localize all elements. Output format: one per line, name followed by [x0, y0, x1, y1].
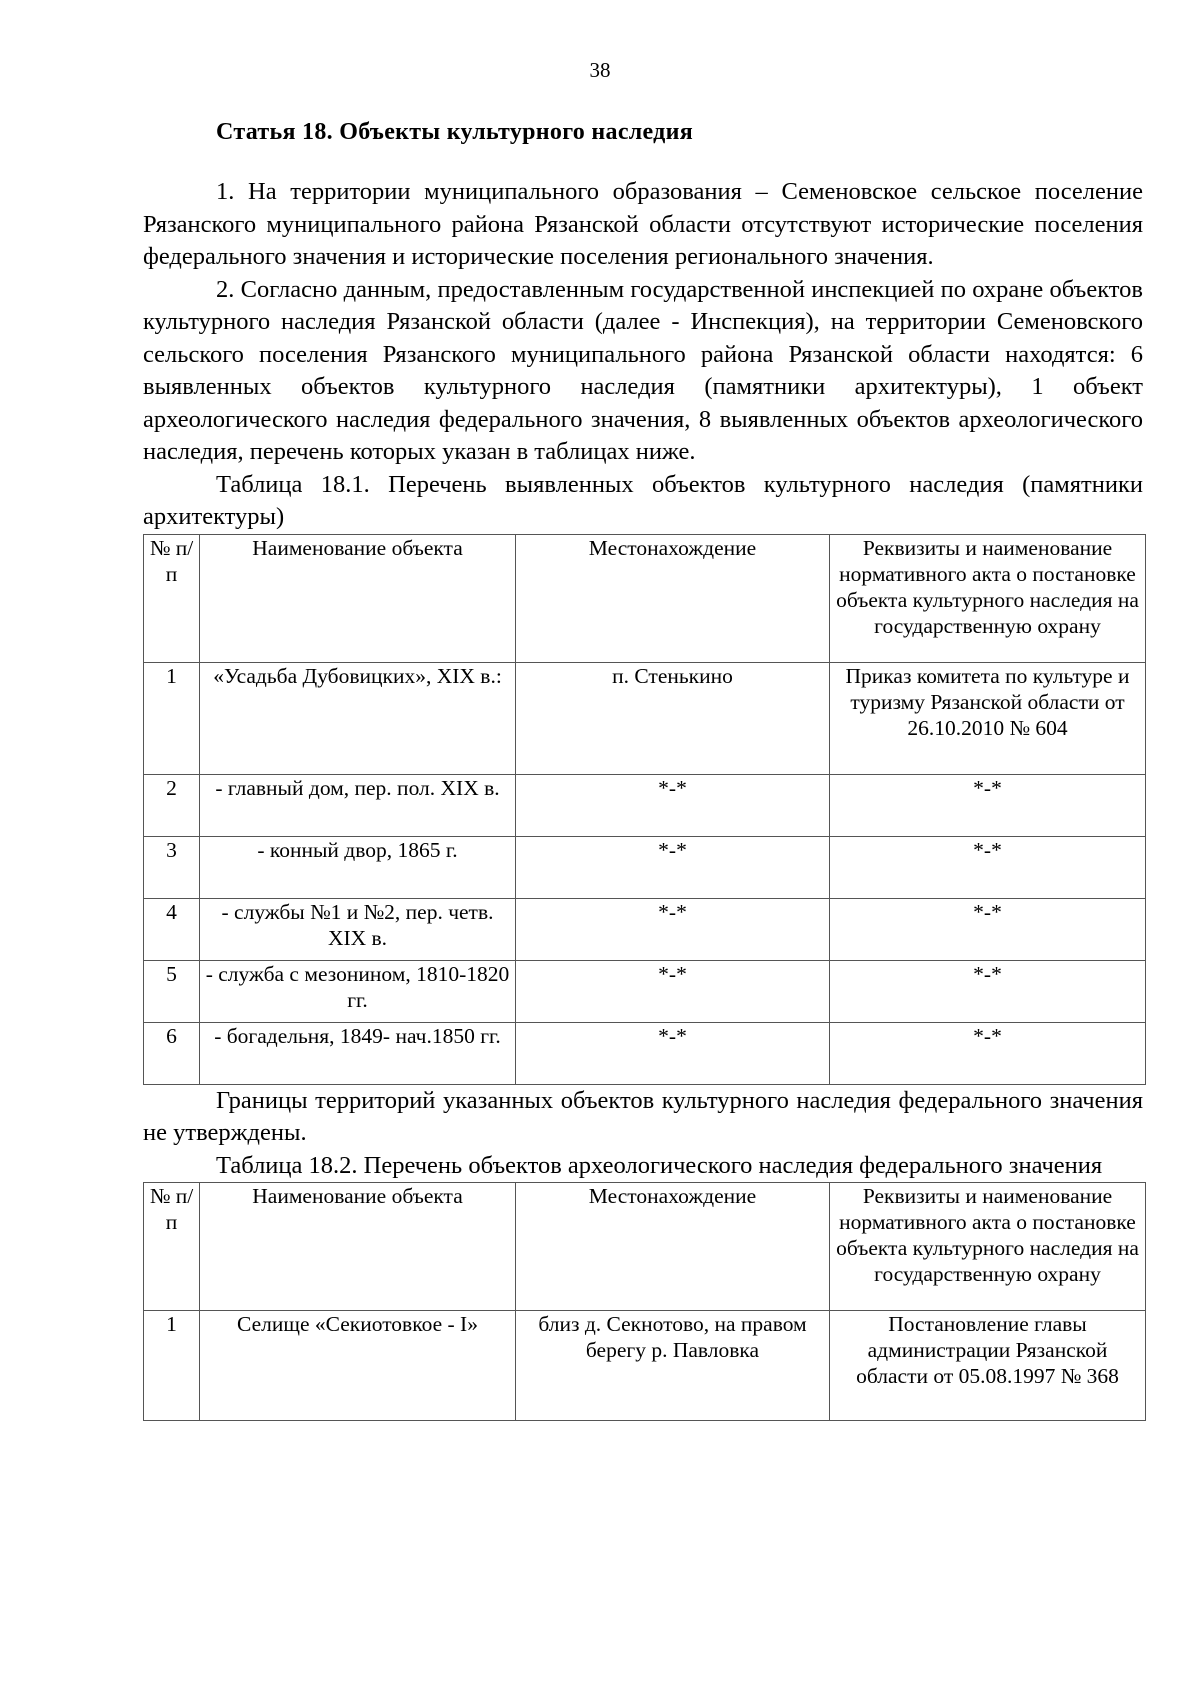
- table-architecture-monuments: [143, 534, 1146, 1085]
- header-object-name: Наименование объекта: [200, 534, 516, 662]
- cell-legal-act: Постановление главы администрации Рязанской области от 05.08.1997 № 368: [830, 1311, 1146, 1421]
- table-1-caption: Таблица 18.1. Перечень выявленных объектов культурного наследия (памятники архитектуры): [143, 470, 1143, 530]
- cell-location: *-*: [516, 774, 830, 836]
- table-row: [144, 774, 1146, 836]
- cell-number: 6: [144, 1022, 200, 1084]
- cell-legal-act: *-*: [830, 1022, 1146, 1084]
- cell-object-name: - главный дом, пер. пол. XIX в.: [200, 774, 516, 836]
- cell-legal-act: *-*: [830, 960, 1146, 1022]
- cell-number: 1: [144, 1311, 200, 1421]
- header-location: Местонахождение: [516, 534, 830, 662]
- cell-legal-act: *-*: [830, 898, 1146, 960]
- cell-object-name: - служба с мезонином, 1810-1820 гг.: [200, 960, 516, 1022]
- table-header-row: [144, 1183, 1146, 1311]
- article-title: Статья 18. Объекты культурного наследия: [216, 119, 694, 145]
- cell-number: 1: [144, 662, 200, 774]
- cell-location: *-*: [516, 836, 830, 898]
- table-row: [144, 662, 1146, 774]
- page-number: 38: [589, 58, 611, 82]
- boundaries-note: Границы территорий указанных объектов культурного наследия федерального значения не утверждены.: [143, 1086, 1143, 1146]
- cell-object-name: - богадельня, 1849- нач.1850 гг.: [200, 1022, 516, 1084]
- cell-location: *-*: [516, 1022, 830, 1084]
- cell-legal-act: *-*: [830, 774, 1146, 836]
- table-row: [144, 1311, 1146, 1421]
- header-object-name: Наименование объекта: [200, 1183, 516, 1311]
- header-location: Местонахождение: [516, 1183, 830, 1311]
- cell-location: *-*: [516, 960, 830, 1022]
- cell-object-name: - службы №1 и №2, пер. четв. XIX в.: [200, 898, 516, 960]
- header-number: № п/п: [144, 534, 200, 662]
- cell-object-name: - конный двор, 1865 г.: [200, 836, 516, 898]
- header-number: № п/п: [144, 1183, 200, 1311]
- cell-number: 3: [144, 836, 200, 898]
- cell-number: 4: [144, 898, 200, 960]
- table-archaeological-heritage: [143, 1182, 1146, 1421]
- cell-location: п. Стенькино: [516, 662, 830, 774]
- cell-legal-act: *-*: [830, 836, 1146, 898]
- header-legal-act: Реквизиты и наименование нормативного акта о постановке объекта культурного наследия на государственную охрану: [830, 1183, 1146, 1311]
- cell-location: близ д. Секнотово, на правом берегу р. Павловка: [516, 1311, 830, 1421]
- table-2-caption: Таблица 18.2. Перечень объектов археологического наследия федерального значения: [216, 1151, 1103, 1179]
- table-row: [144, 898, 1146, 960]
- table-row: [144, 960, 1146, 1022]
- cell-number: 5: [144, 960, 200, 1022]
- header-legal-act: Реквизиты и наименование нормативного акта о постановке объекта культурного наследия на государственную охрану: [830, 534, 1146, 662]
- cell-object-name: «Усадьба Дубовицких», XIX в.:: [200, 662, 516, 774]
- table-row: [144, 1022, 1146, 1084]
- paragraph-2: 2. Согласно данным, предоставленным государственной инспекцией по охране объектов культурного наследия Рязанской области (далее - Инспекция), на территории Семеновского сельского поселения Рязанского муниципального района Рязанской области находятся: 6 выявленных объектов культурного наследия (памятники архитектуры), 1 объект археологического наследия федерального значения, 8 выявленных объектов археологического наследия, перечень которых указан в таблицах ниже.: [143, 275, 1143, 465]
- paragraph-1: 1. На территории муниципального образования – Семеновское сельское поселение Рязанского муниципального района Рязанской области отсутствуют исторические поселения федерального значения и исторические поселения регионального значения.: [143, 178, 1143, 270]
- document-body: [143, 112, 1143, 1421]
- table-row: [144, 836, 1146, 898]
- cell-legal-act: Приказ комитета по культуре и туризму Рязанской области от 26.10.2010 № 604: [830, 662, 1146, 774]
- cell-location: *-*: [516, 898, 830, 960]
- table-header-row: [144, 534, 1146, 662]
- cell-object-name: Селище «Секиотовкое - I»: [200, 1311, 516, 1421]
- cell-number: 2: [144, 774, 200, 836]
